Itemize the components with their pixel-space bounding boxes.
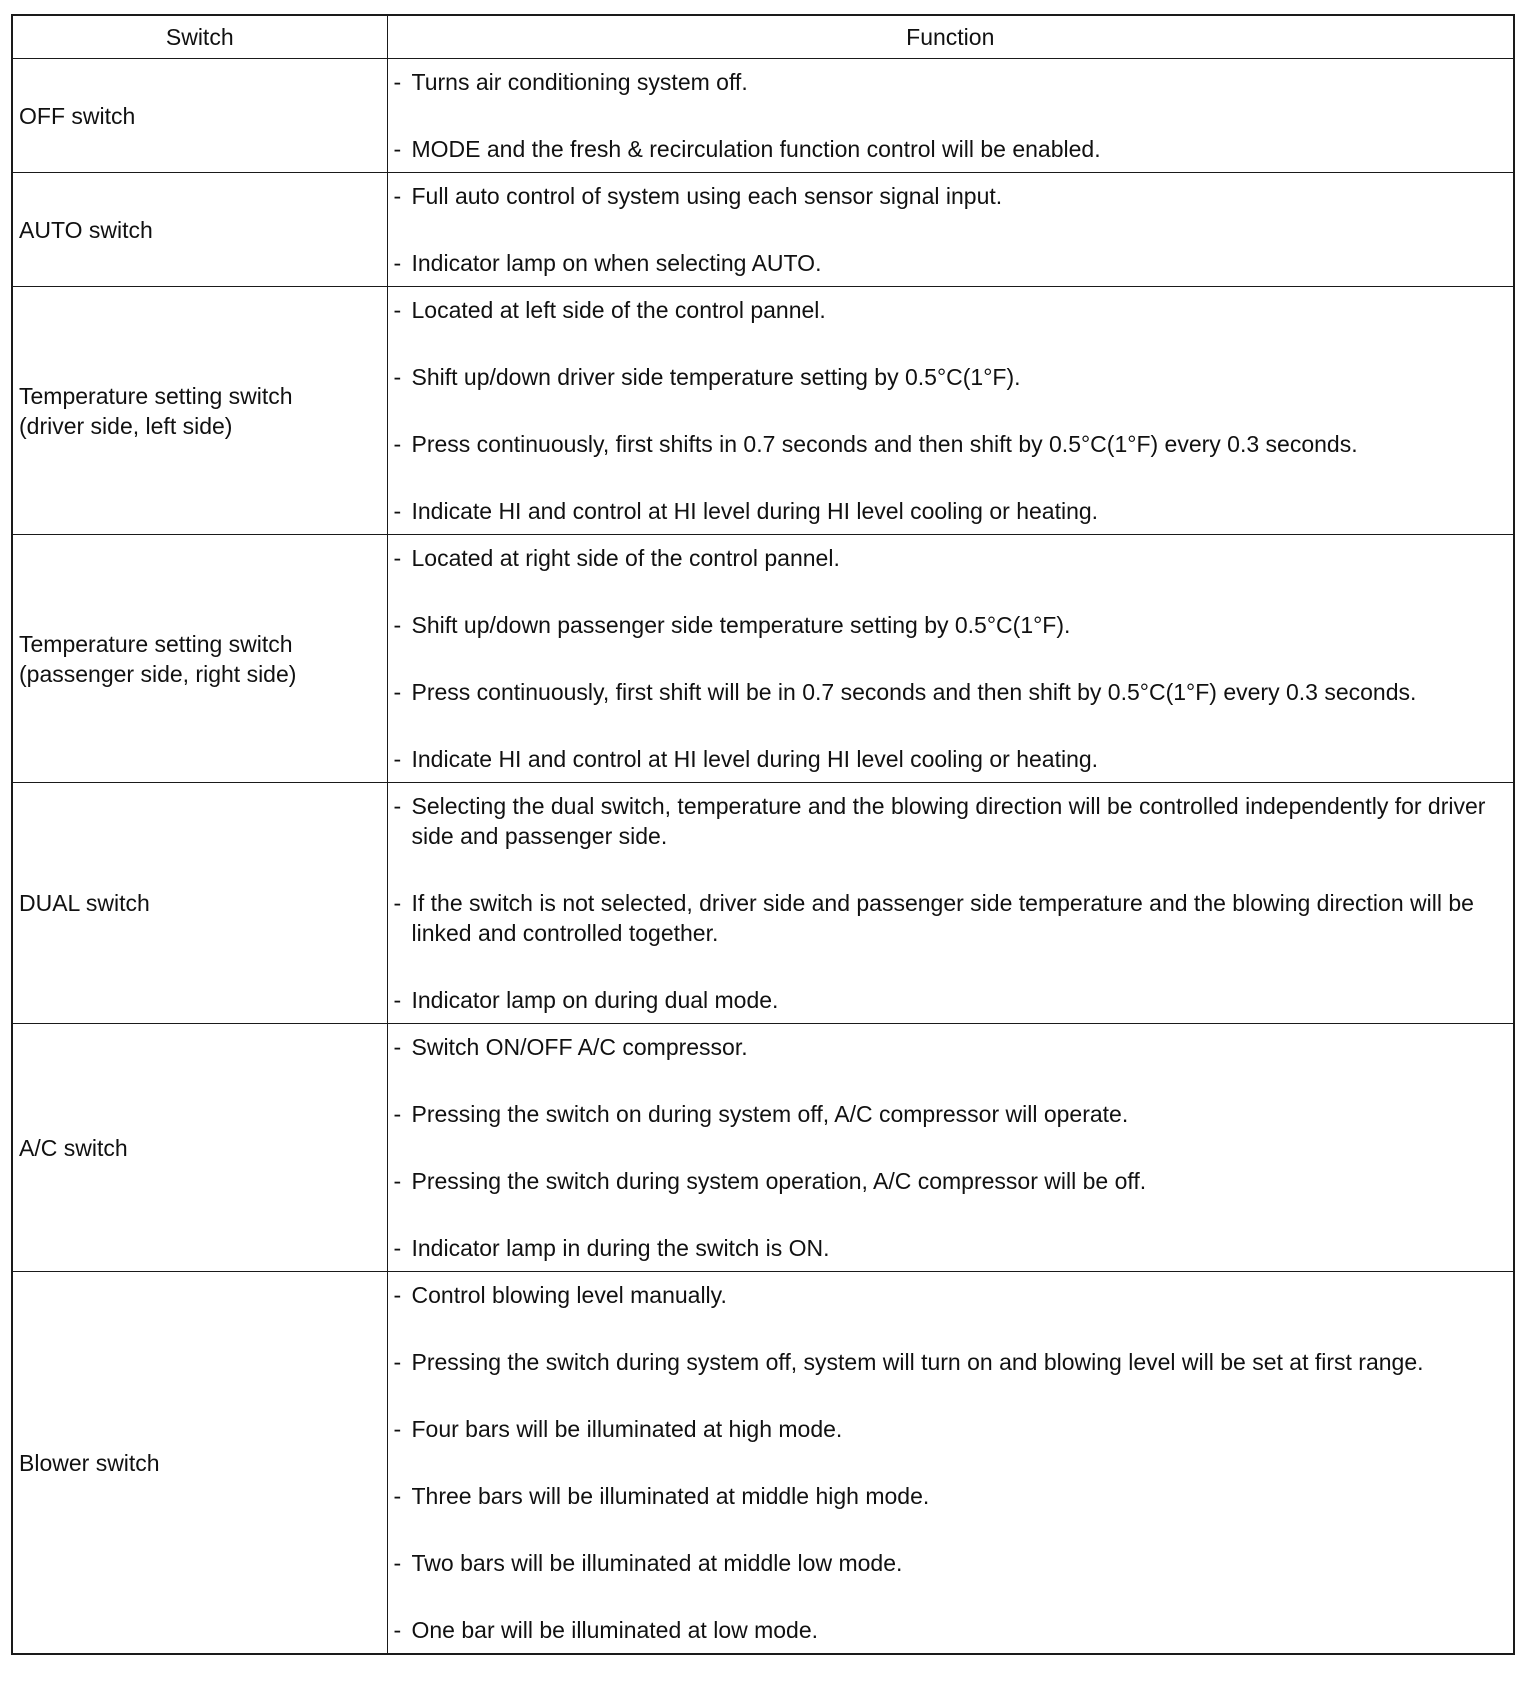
function-item bbox=[394, 248, 1500, 278]
function-item-text: Three bars will be illuminated at middle high mode. bbox=[411, 1483, 930, 1509]
table-row bbox=[12, 783, 1514, 1024]
bullet-dash: - bbox=[393, 612, 402, 638]
switch-name-cell: Temperature setting switch (driver side, left side) bbox=[12, 287, 387, 535]
function-item bbox=[394, 1347, 1500, 1377]
bullet-dash: - bbox=[393, 1034, 402, 1060]
function-item-text: Control blowing level manually. bbox=[411, 1282, 727, 1308]
function-item bbox=[394, 985, 1500, 1015]
switch-function-table bbox=[11, 14, 1515, 1655]
table-row bbox=[12, 535, 1514, 783]
switch-function-table-wrapper bbox=[11, 14, 1515, 1655]
bullet-dash: - bbox=[393, 1168, 402, 1194]
bullet-dash: - bbox=[393, 545, 402, 571]
bullet-dash: - bbox=[393, 1101, 402, 1127]
function-item-text: Two bars will be illuminated at middle low mode. bbox=[411, 1550, 903, 1576]
table-row bbox=[12, 287, 1514, 535]
function-item-text: Shift up/down driver side temperature setting by 0.5°C(1°F). bbox=[411, 364, 1021, 390]
function-item bbox=[394, 888, 1500, 948]
function-item-text: Indicator lamp in during the switch is ON. bbox=[411, 1235, 830, 1261]
bullet-dash: - bbox=[393, 1235, 402, 1261]
function-item-text: Selecting the dual switch, temperature and the blowing direction will be controlled independently for driver side and passenger side. bbox=[411, 793, 1486, 849]
function-item-text: Shift up/down passenger side temperature setting by 0.5°C(1°F). bbox=[411, 612, 1071, 638]
switch-name-cell: Blower switch bbox=[12, 1272, 387, 1655]
function-item bbox=[394, 677, 1500, 707]
table-row bbox=[12, 1272, 1514, 1655]
function-item-text: One bar will be illuminated at low mode. bbox=[411, 1617, 819, 1643]
function-item bbox=[394, 1414, 1500, 1444]
function-item-text: Located at left side of the control pannel. bbox=[411, 297, 826, 323]
function-item-text: Indicator lamp on during dual mode. bbox=[411, 987, 779, 1013]
switch-name-cell: DUAL switch bbox=[12, 783, 387, 1024]
function-item-text: Indicator lamp on when selecting AUTO. bbox=[411, 250, 822, 276]
switch-name-cell: A/C switch bbox=[12, 1024, 387, 1272]
function-list bbox=[394, 67, 1500, 164]
table-header-row bbox=[12, 15, 1514, 59]
bullet-dash: - bbox=[393, 793, 402, 819]
bullet-dash: - bbox=[393, 69, 402, 95]
bullet-dash: - bbox=[393, 431, 402, 457]
function-item-text: Located at right side of the control pannel. bbox=[411, 545, 840, 571]
bullet-dash: - bbox=[393, 297, 402, 323]
function-item bbox=[394, 67, 1500, 97]
function-item bbox=[394, 1032, 1500, 1062]
function-item bbox=[394, 295, 1500, 325]
function-item-text: Pressing the switch during system off, system will turn on and blowing level will be set at first range. bbox=[411, 1349, 1424, 1375]
bullet-dash: - bbox=[393, 987, 402, 1013]
function-item bbox=[394, 1548, 1500, 1578]
function-item bbox=[394, 610, 1500, 640]
bullet-dash: - bbox=[393, 1550, 402, 1576]
header-function: Function bbox=[387, 15, 1514, 59]
function-item bbox=[394, 1166, 1500, 1196]
bullet-dash: - bbox=[393, 183, 402, 209]
function-list bbox=[394, 181, 1500, 278]
bullet-dash: - bbox=[393, 136, 402, 162]
function-item bbox=[394, 134, 1500, 164]
function-list bbox=[394, 1280, 1500, 1645]
function-item-text: MODE and the fresh & recirculation function control will be enabled. bbox=[411, 136, 1101, 162]
function-item-text: Press continuously, first shifts in 0.7 seconds and then shift by 0.5°C(1°F) every 0.3 seconds. bbox=[411, 431, 1358, 457]
function-item bbox=[394, 181, 1500, 211]
function-item-text: Pressing the switch on during system off, A/C compressor will operate. bbox=[411, 1101, 1129, 1127]
function-item-text: If the switch is not selected, driver side and passenger side temperature and the blowing direction will be linked and controlled together. bbox=[411, 890, 1474, 946]
function-item-text: Switch ON/OFF A/C compressor. bbox=[411, 1034, 748, 1060]
function-item bbox=[394, 543, 1500, 573]
bullet-dash: - bbox=[393, 679, 402, 705]
bullet-dash: - bbox=[393, 890, 402, 916]
bullet-dash: - bbox=[393, 1416, 402, 1442]
bullet-dash: - bbox=[393, 364, 402, 390]
bullet-dash: - bbox=[393, 250, 402, 276]
function-item bbox=[394, 744, 1500, 774]
bullet-dash: - bbox=[393, 1349, 402, 1375]
table-row bbox=[12, 173, 1514, 287]
table-body bbox=[12, 59, 1514, 1655]
function-item bbox=[394, 429, 1500, 459]
function-list bbox=[394, 1032, 1500, 1263]
function-cell bbox=[387, 535, 1514, 783]
function-item-text: Indicate HI and control at HI level during HI level cooling or heating. bbox=[411, 746, 1099, 772]
function-item bbox=[394, 1615, 1500, 1645]
function-cell bbox=[387, 1024, 1514, 1272]
function-item bbox=[394, 1233, 1500, 1263]
bullet-dash: - bbox=[393, 746, 402, 772]
function-cell bbox=[387, 1272, 1514, 1655]
switch-name-cell: Temperature setting switch (passenger side, right side) bbox=[12, 535, 387, 783]
bullet-dash: - bbox=[393, 1282, 402, 1308]
function-item-text: Pressing the switch during system operation, A/C compressor will be off. bbox=[411, 1168, 1147, 1194]
function-item-text: Full auto control of system using each sensor signal input. bbox=[411, 183, 1003, 209]
function-cell bbox=[387, 59, 1514, 173]
table-row bbox=[12, 1024, 1514, 1272]
header-switch: Switch bbox=[12, 15, 387, 59]
function-list bbox=[394, 791, 1500, 1015]
switch-name-cell: OFF switch bbox=[12, 59, 387, 173]
function-item-text: Four bars will be illuminated at high mode. bbox=[411, 1416, 843, 1442]
function-cell bbox=[387, 173, 1514, 287]
table-row bbox=[12, 59, 1514, 173]
function-list bbox=[394, 295, 1500, 526]
function-item bbox=[394, 1481, 1500, 1511]
function-cell bbox=[387, 783, 1514, 1024]
bullet-dash: - bbox=[393, 498, 402, 524]
function-item-text: Indicate HI and control at HI level during HI level cooling or heating. bbox=[411, 498, 1099, 524]
function-item bbox=[394, 791, 1500, 851]
function-list bbox=[394, 543, 1500, 774]
function-item-text: Turns air conditioning system off. bbox=[411, 69, 748, 95]
bullet-dash: - bbox=[393, 1617, 402, 1643]
function-item bbox=[394, 362, 1500, 392]
function-item bbox=[394, 496, 1500, 526]
function-item bbox=[394, 1099, 1500, 1129]
bullet-dash: - bbox=[393, 1483, 402, 1509]
switch-name-cell: AUTO switch bbox=[12, 173, 387, 287]
function-item-text: Press continuously, first shift will be in 0.7 seconds and then shift by 0.5°C(1°F) every 0.3 seconds. bbox=[411, 679, 1417, 705]
function-item bbox=[394, 1280, 1500, 1310]
function-cell bbox=[387, 287, 1514, 535]
